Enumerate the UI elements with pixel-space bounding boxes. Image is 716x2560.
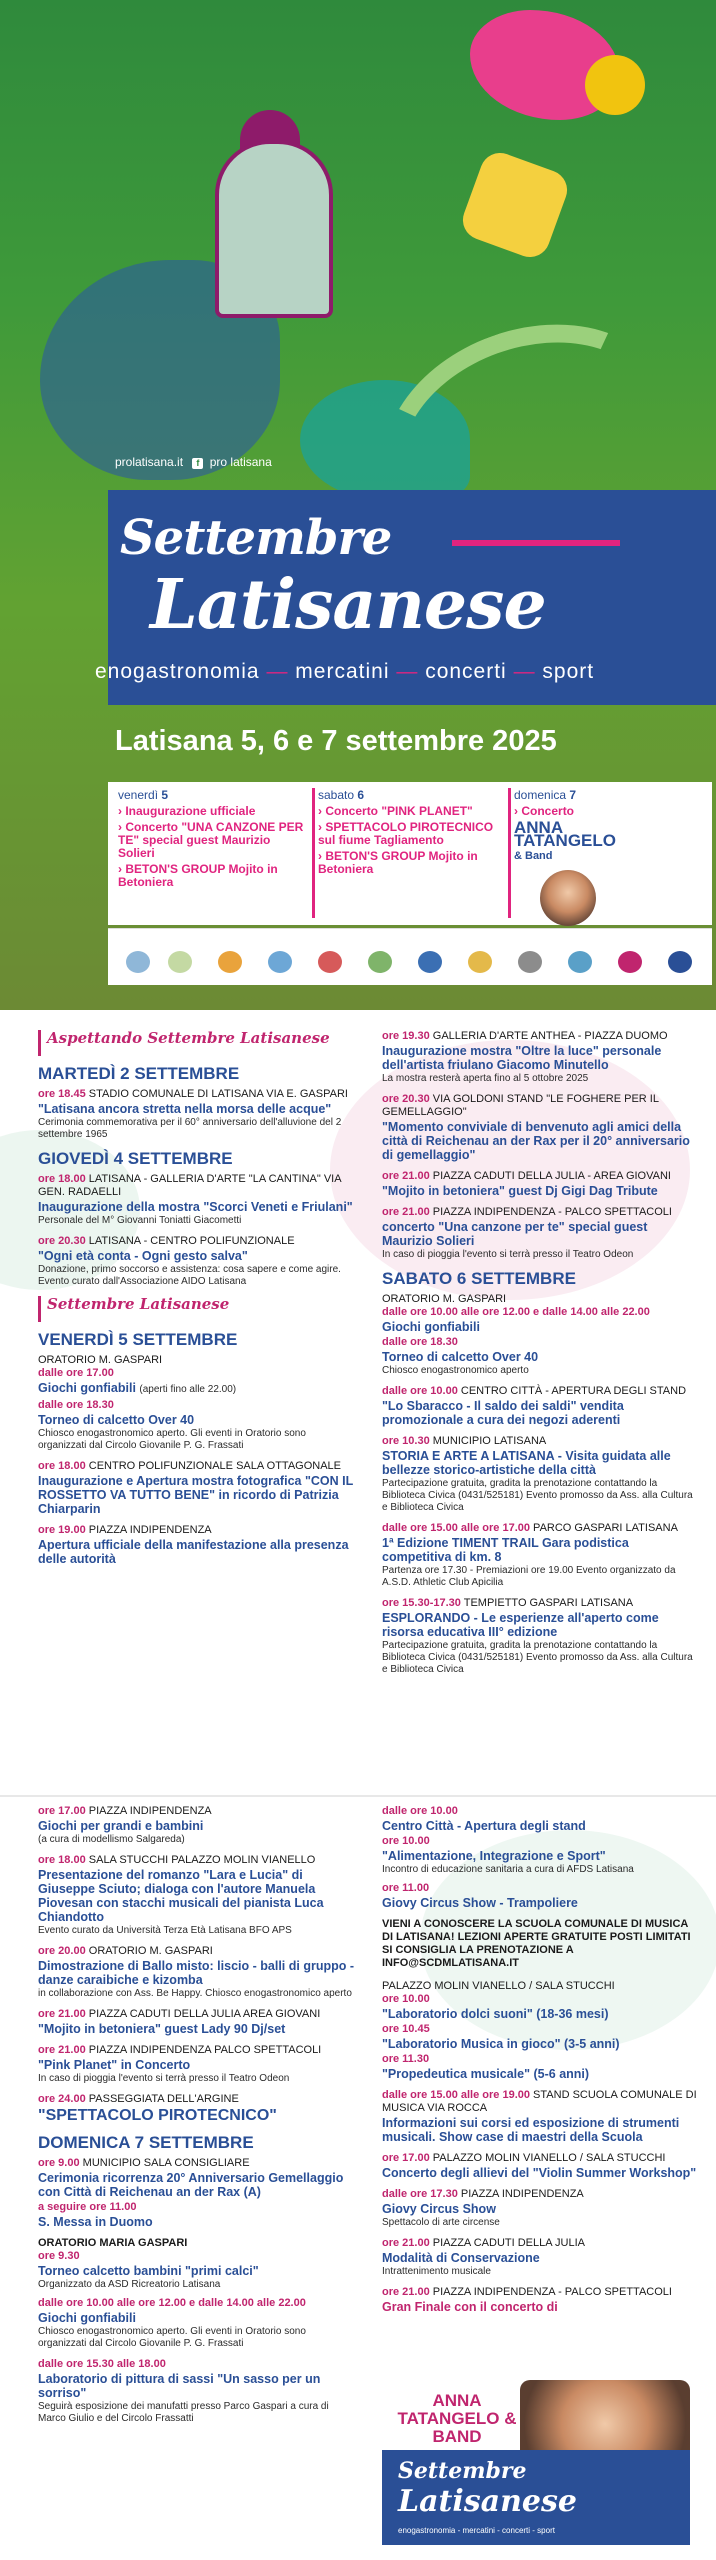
divider [312,788,315,918]
event-item: ore 9.30 Torneo calcetto bambini "primi calci" Organizzato da ASD Ricreatorio Latisana [38,2250,259,2290]
event-item: ore 20.30 LATISANA - CENTRO POLIFUNZIONALE "Ogni età conta - Ogni gesto salva" Donazione, primo soccorso e assistenza: cosa sapere e come agire. Evento curato dall'Associazione AIDO Latisana [38,1235,341,1287]
bell-tower-illustration [215,140,333,318]
event-item: dalle ore 10.00 alle ore 12.00 e dalle 14.00 alle 22.00 Giochi gonfiabili [382,1306,650,1334]
sponsor-logo [126,951,150,973]
headliner-name: ANNA TATANGELO [514,818,616,850]
event-item: ore 18.00 LATISANA - GALLERIA D'ARTE "LA CANTINA" VIA GEN. RADAELLI Inaugurazione della mostra "Scorci Veneti e Friulani" Personale del M° Giovanni Toniatti Giacometti [38,1173,353,1226]
divider [508,788,511,918]
sponsor-logo [618,951,642,973]
program-right-2: dalle ore 10.00 Centro Città - Apertura degli stand ore 10.00 "Alimentazione, Integrazione e Sport" Incontro di educazione sanitaria a cura di AFDS Latisana ore 11.00 Giovy Circus Show - Trampoliere VIENI A CONOSCERE LA SCUOLA COMUNALE DI MUSICA DI LATISANA! LEZIONI APERTE GRATUITE POSTI LIMITATI SI CONSIGLIA LA PRENOTAZIONE A INFO@SCDMLATISANA.IT PALAZZO MOLIN VIANELLO / SALA STUCCHI ore 10.00 "Laboratorio dolci suoni" (18-36 mesi) ore 10.45 "Laboratorio Musica in gioco" (3-5 anni) ore 11.30 "Propedeutica musicale" (5-6 anni) dalle ore 15.00 alle ore 19.00 STAND SCUOLA COMUNALE DI MUSICA VIA ROCCA Informazioni sui corsi ed esposizione di strumenti musicali. Show case di maestri della Scuola ore 17.00 PALAZZO MOLIN VIANELLO / SALA STUCCHI Concerto degli allievi del "Violin Summer Workshop" dalle ore 17.30 PIAZZA INDIPENDENZA Giovy Circus Show Spettacolo di arte circense ore 21.00 PIAZZA CADUTI DELLA JULIA Modalità di Conservazione Intrattenimento musicale ore 21.00 PIAZZA INDIPENDENZA - PALCO SPETTACOLI Gran Finale con il concerto di [382,1805,697,2314]
event-item: dalle ore 17.00 Giochi gonfiabili (aperti fino alle 22.00) [38,1367,237,1395]
facebook-link[interactable]: pro latisana [209,455,272,469]
event-item: ore 9.00 MUNICIPIO SALA CONSIGLIARE Cerimonia ricorrenza 20° Anniversario Gemellaggio con Città di Reichenau an der Rax (A) [38,2157,344,2199]
day-heading-sunday: DOMENICA 7 SETTEMBRE [38,2133,254,2152]
day-heading-saturday: SABATO 6 SETTEMBRE [382,1269,576,1288]
program-right-1: ore 19.30 GALLERIA D'ARTE ANTHEA - PIAZZA DUOMO Inaugurazione mostra "Oltre la luce" personale dell'artista friulano Giacomo Minutello La mostra resterà aperta fino al 5 ottobre 2025 ore 20.30 VIA GOLDONI STAND "LE FOGHERE PER IL GEMELLAGGIO" "Momento conviviale di benvenuto agli amici della città di Reichenau an der Rax per il 20° anniversario di gemellaggio" ore 21.00 PIAZZA CADUTI DELLA JULIA - AREA GIOVANI "Mojito in betoniera" guest Dj Gigi Dag Tribute ore 21.00 PIAZZA INDIPENDENZA - PALCO SPETTACOLI concerto "Una canzone per te" special guest Maurizio Solieri In caso di pioggia l'evento si terrà presso il Teatro Odeon SABATO 6 SETTEMBRE ORATORIO M. GASPARI dalle ore 10.00 alle ore 12.00 e dalle 14.00 alle 22.00 Giochi gonfiabili dalle ore 18.30 Torneo di calcetto Over 40 Chiosco enogastronomico aperto dalle ore 10.00 CENTRO CITTÀ - APERTURA DEGLI STAND "Lo Sbaracco - Il saldo dei saldi" vendita promozionale a cura dei negozi aderenti ore 10.30 MUNICIPIO LATISANA STORIA E ARTE A LATISANA - Visita guidata alle bellezze storico-artistiche della città Partecipazione gratuita, gradita la prenotazione contattando la Biblioteca Civica (0431/525181) Evento promosso da Ass. alla Cultura e Biblioteca Civica dalle ore 15.00 alle ore 17.00 PARCO GASPARI LATISANA 1ª Edizione TIMENT TRAIL Gara podistica competitiva di km. 8 Partenza ore 17.30 - Premiazioni ore 19.00 Evento organizzato da A.S.D. Athletic Club Apicilia ore 15.30-17.30 TEMPIETTO GASPARI LATISANA ESPLORANDO - Le esperienze all'aperto come risorsa educativa III° edizione Partecipazione gratuita, gradita la prenotazione contattando la Biblioteca Civica (0431/525181) Evento promosso da Ass. alla Cultura e Biblioteca Civica [382,1030,698,1684]
program-left-2: ore 17.00 PIAZZA INDIPENDENZA Giochi per grandi e bambini (a cura di modellismo Salgareda) ore 18.00 SALA STUCCHI PALAZZO MOLIN VIANELLO Presentazione del romanzo "Lara e Lucia" di Giuseppe Sciuto; dialoga con l'autore Manuela Piovesan con stacchi musicali del pianista Luca Chiandotto Evento curato da Università Terza Età Latisana BFO APS ore 20.00 ORATORIO M. GASPARI Dimostrazione di Ballo misto: liscio - balli di gruppo - danze caraibiche e kizomba in collaborazione con Ass. Be Happy. Chiosco enogastronomico aperto ore 21.00 PIAZZA CADUTI DELLA JULIA AREA GIOVANI "Mojito in betoniera" guest Lady 90 Dj/set ore 21.00 PIAZZA INDIPENDENZA PALCO SPETTACOLI "Pink Planet" in Concerto In caso di pioggia l'evento si terrà presso il Teatro Odeon ore 24.00 PASSEGGIATA DELL'ARGINE "SPETTACOLO PIROTECNICO" DOMENICA 7 SETTEMBRE ore 9.00 MUNICIPIO SALA CONSIGLIARE Cerimonia ricorrenza 20° Anniversario Gemellaggio con Città di Reichenau an der Rax (A) a seguire ore 11.00 S. Messa in Duomo ORATORIO MARIA GASPARI ore 9.30 Torneo calcetto bambini "primi calci" Organizzato da ASD Ricreatorio Latisana dalle ore 10.00 alle ore 12.00 e dalle 14.00 alle 22.00 Giochi gonfiabili Chiosco enogastronomico aperto. Gli eventi in Oratorio sono organizzati dal Circolo Giovanile P. G. Frassati dalle ore 15.30 alle 18.00 Laboratorio di pittura di sassi "Un sasso per un sorriso" Seguirà esposizione dei manufatti presso Parco Gaspari a cura di Marco Giulio e del Circolo Frassatti [38,1805,354,2424]
sponsor-logo [268,951,292,973]
event-item: ore 10.00 "Laboratorio dolci suoni" (18-36 mesi) [382,1993,609,2021]
event-dates: Latisana 5, 6 e 7 settembre 2025 [115,725,557,757]
event-item: ore 21.00 PIAZZA INDIPENDENZA - PALCO SPETTACOLI Gran Finale con il concerto di [382,2286,672,2314]
website-link[interactable]: prolatisana.it [115,455,184,469]
days-summary [108,782,712,925]
event-item: ore 20.30 VIA GOLDONI STAND "LE FOGHERE PER IL GEMELLAGGIO" "Momento conviviale di benvenuto agli amici della città di Reichenau an der Rax per il 20° anniversario di gemellaggio" [382,1093,690,1162]
sponsor-logo [518,951,542,973]
day-saturday: sabato 6 › Concerto "PINK PLANET" › SPETTACOLO PIROTECNICO sul fiume Tagliamento › BETON'S GROUP Mojito in Betoniera [318,788,506,918]
event-item: ore 18.00 CENTRO POLIFUNZIONALE SALA OTTAGONALE Inaugurazione e Apertura mostra fotografica "CON IL ROSSETTO VA TUTTO BENE" in ricordo di Patrizia Chiarparin [38,1460,354,1516]
event-item: ore 21.00 PIAZZA CADUTI DELLA JULIA - AREA GIOVANI "Mojito in betoniera" guest Dj Gigi Dag Tribute [382,1170,671,1198]
event-item: ore 15.30-17.30 TEMPIETTO GASPARI LATISANA ESPLORANDO - Le esperienze all'aperto come risorsa educativa III° edizione Partecipazione gratuita, gradita la prenotazione contattando la Biblioteca Civica (0431/525181) Evento promosso da Ass. alla Cultura e Biblioteca Civica [382,1597,693,1675]
event-item: ore 21.00 PIAZZA INDIPENDENZA - PALCO SPETTACOLI concerto "Una canzone per te" special guest Maurizio Solieri In caso di pioggia l'evento si terrà presso il Teatro Odeon [382,1206,672,1260]
day-heading-thursday: GIOVEDÌ 4 SETTEMBRE [38,1149,233,1168]
event-item: ore 11.00 Giovy Circus Show - Trampoliere [382,1882,578,1910]
event-item: ore 20.00 ORATORIO M. GASPARI Dimostrazione di Ballo misto: liscio - balli di gruppo - danze caraibiche e kizomba in collaborazione con Ass. Be Happy. Chiosco enogastronomico aperto [38,1945,354,1999]
event-item: ore 21.00 PIAZZA INDIPENDENZA PALCO SPETTACOLI "Pink Planet" in Concerto In caso di pioggia l'evento si terrà presso il Teatro Odeon [38,2044,322,2084]
headliner-name: ANNA TATANGELO & BAND [397,2391,517,2446]
event-item: ore 21.00 PIAZZA CADUTI DELLA JULIA Modalità di Conservazione Intrattenimento musicale [382,2237,585,2277]
event-item: dalle ore 18.30 Torneo di calcetto Over 40 Chiosco enogastronomico aperto. Gli eventi in Oratorio sono organizzati dal Circolo Giovanile P. G. Frassati [38,1399,306,1451]
artist-photo [540,870,596,926]
flower-illustration [585,55,645,115]
event-item: dalle ore 15.30 alle 18.00 Laboratorio di pittura di sassi "Un sasso per un sorriso" Seguirà esposizione dei manufatti presso Parco Gaspari a cura di Marco Giulio e del Circolo Frassatti [38,2358,329,2424]
event-item: ore 10.00 "Alimentazione, Integrazione e Sport" Incontro di educazione sanitaria a cura di AFDS Latisana [382,1835,634,1875]
event-item: ore 10.45 "Laboratorio Musica in gioco" (3-5 anni) [382,2023,620,2051]
website-line [115,455,272,469]
divider [0,1795,716,1797]
day-heading-tuesday: MARTEDÌ 2 SETTEMBRE [38,1064,240,1083]
section-header-aspettando: Aspettando Settembre Latisanese [38,1030,354,1056]
sponsor-logo [418,951,442,973]
event-item: ore 21.00 PIAZZA CADUTI DELLA JULIA AREA GIOVANI "Mojito in betoniera" guest Lady 90 Dj/set [38,2008,321,2036]
footer-logo-box: Settembre Latisanese enogastronomia - mercatini - concerti - sport [382,2450,690,2545]
facebook-icon: f [192,458,203,469]
sponsor-logo [318,951,342,973]
event-item: ore 17.00 PALAZZO MOLIN VIANELLO / SALA STUCCHI Concerto degli allievi del "Violin Summer Workshop" [382,2152,697,2180]
event-item: ore 10.30 MUNICIPIO LATISANA STORIA E ARTE A LATISANA - Visita guidata alle bellezze storico-artistiche della città Partecipazione gratuita, gradita la prenotazione contattando la Biblioteca Civica (0431/525181) Evento promosso da Ass. alla Cultura e Biblioteca Civica [382,1435,693,1513]
event-item: ore 24.00 PASSEGGIATA DELL'ARGINE "SPETTACOLO PIROTECNICO" [38,2093,277,2124]
event-item: dalle ore 15.00 alle ore 19.00 STAND SCUOLA COMUNALE DI MUSICA VIA ROCCA Informazioni sui corsi ed esposizione di strumenti musicali. Show case di maestri della Scuola [382,2089,697,2144]
event-item: dalle ore 15.00 alle ore 17.00 PARCO GASPARI LATISANA 1ª Edizione TIMENT TRAIL Gara podistica competitiva di km. 8 Partenza ore 17.30 - Premiazioni ore 19.00 Evento organizzato da A.S.D. Athletic Club Apicilia [382,1522,678,1588]
event-item: a seguire ore 11.00 S. Messa in Duomo [38,2201,153,2229]
title-line-2: Latisanese [150,565,546,645]
event-item: ore 19.30 GALLERIA D'ARTE ANTHEA - PIAZZA DUOMO Inaugurazione mostra "Oltre la luce" personale dell'artista friulano Giacomo Minutello La mostra resterà aperta fino al 5 ottobre 2025 [382,1030,668,1084]
event-item: dalle ore 10.00 CENTRO CITTÀ - APERTURA DEGLI STAND "Lo Sbaracco - Il saldo dei saldi" vendita promozionale a cura dei negozi aderenti [382,1385,687,1427]
event-item: dalle ore 10.00 alle ore 12.00 e dalle 14.00 alle 22.00 Giochi gonfiabili Chiosco enogastronomico aperto. Gli eventi in Oratorio sono organizzati dal Circolo Giovanile P. G. Frassati [38,2297,306,2349]
day-sunday: domenica 7 › Concerto ANNA TATANGELO & Band [514,788,702,918]
sponsor-logos [108,928,712,985]
event-item: ore 18.00 SALA STUCCHI PALAZZO MOLIN VIANELLO Presentazione del romanzo "Lara e Lucia" di Giuseppe Sciuto; dialoga con l'autore Manuela Piovesan con stacchi musicali del pianista Luca Chiandotto Evento curato da Università Terza Età Latisana BFO APS [38,1854,324,1936]
decorative-shape [457,147,572,262]
day-heading-friday: VENERDÌ 5 SETTEMBRE [38,1330,238,1349]
event-item: ore 17.00 PIAZZA INDIPENDENZA Giochi per grandi e bambini (a cura di modellismo Salgareda) [38,1805,212,1845]
title-divider [452,540,620,546]
sponsor-logo [668,951,692,973]
event-item: dalle ore 17.30 PIAZZA INDIPENDENZA Giovy Circus Show Spettacolo di arte circense [382,2188,584,2228]
sponsor-logo [168,951,192,973]
sponsor-logo [468,951,492,973]
event-item: ore 18.45 STADIO COMUNALE DI LATISANA VIA E. GASPARI "Latisana ancora stretta nella morsa delle acque" Cerimonia commemorativa per il 60° anniversario dell'alluvione del 2 settembre 1965 [38,1088,348,1140]
hero-poster [0,0,716,1010]
program-left-1: Aspettando Settembre Latisanese MARTEDÌ 2 SETTEMBRE ore 18.45 STADIO COMUNALE DI LATISANA VIA E. GASPARI "Latisana ancora stretta nella morsa delle acque" Cerimonia commemorativa per il 60° anniversario dell'alluvione del 2 settembre 1965 GIOVEDÌ 4 SETTEMBRE ore 18.00 LATISANA - GALLERIA D'ARTE "LA CANTINA" VIA GEN. RADAELLI Inaugurazione della mostra "Scorci Veneti e Friulani" Personale del M° Giovanni Toniatti Giacometti ore 20.30 LATISANA - CENTRO POLIFUNZIONALE "Ogni età conta - Ogni gesto salva" Donazione, primo soccorso e assistenza: cosa sapere e come agire. Evento curato dall'Associazione AIDO Latisana Settembre Latisanese VENERDÌ 5 SETTEMBRE ORATORIO M. GASPARI dalle ore 17.00 Giochi gonfiabili (aperti fino alle 22.00) dalle ore 18.30 Torneo di calcetto Over 40 Chiosco enogastronomico aperto. Gli eventi in Oratorio sono organizzati dal Circolo Giovanile P. G. Frassati ore 18.00 CENTRO POLIFUNZIONALE SALA OTTAGONALE Inaugurazione e Apertura mostra fotografica "CON IL ROSSETTO VA TUTTO BENE" in ricordo di Patrizia Chiarparin ore 19.00 PIAZZA INDIPENDENZA Apertura ufficiale della manifestazione alla presenza delle autorità [38,1029,354,1566]
event-item: dalle ore 18.30 Torneo di calcetto Over 40 Chiosco enogastronomico aperto [382,1336,539,1376]
subtitle: enogastronomia — mercatini — concerti — sport [95,660,595,683]
event-item: dalle ore 10.00 Centro Città - Apertura degli stand [382,1805,586,1833]
day-friday: venerdì 5 › Inaugurazione ufficiale › Concerto "UNA CANZONE PER TE" special guest Maurizio Solieri › BETON'S GROUP Mojito in Betoniera [118,788,304,889]
music-school-notice: VIENI A CONOSCERE LA SCUOLA COMUNALE DI MUSICA DI LATISANA! LEZIONI APERTE GRATUITE POSTI LIMITATI SI CONSIGLIA LA PRENOTAZIONE A INFO@SCDMLATISANA.IT [382,1918,691,1969]
title-line-1: Settembre [120,510,392,566]
sponsor-logo [568,951,592,973]
event-item: ore 11.30 "Propedeutica musicale" (5-6 anni) [382,2053,590,2081]
event-item: ore 19.00 PIAZZA INDIPENDENZA Apertura ufficiale della manifestazione alla presenza delle autorità [38,1524,349,1566]
section-header-settembre: Settembre Latisanese [38,1296,354,1322]
sponsor-logo [368,951,392,973]
sponsor-logo [218,951,242,973]
